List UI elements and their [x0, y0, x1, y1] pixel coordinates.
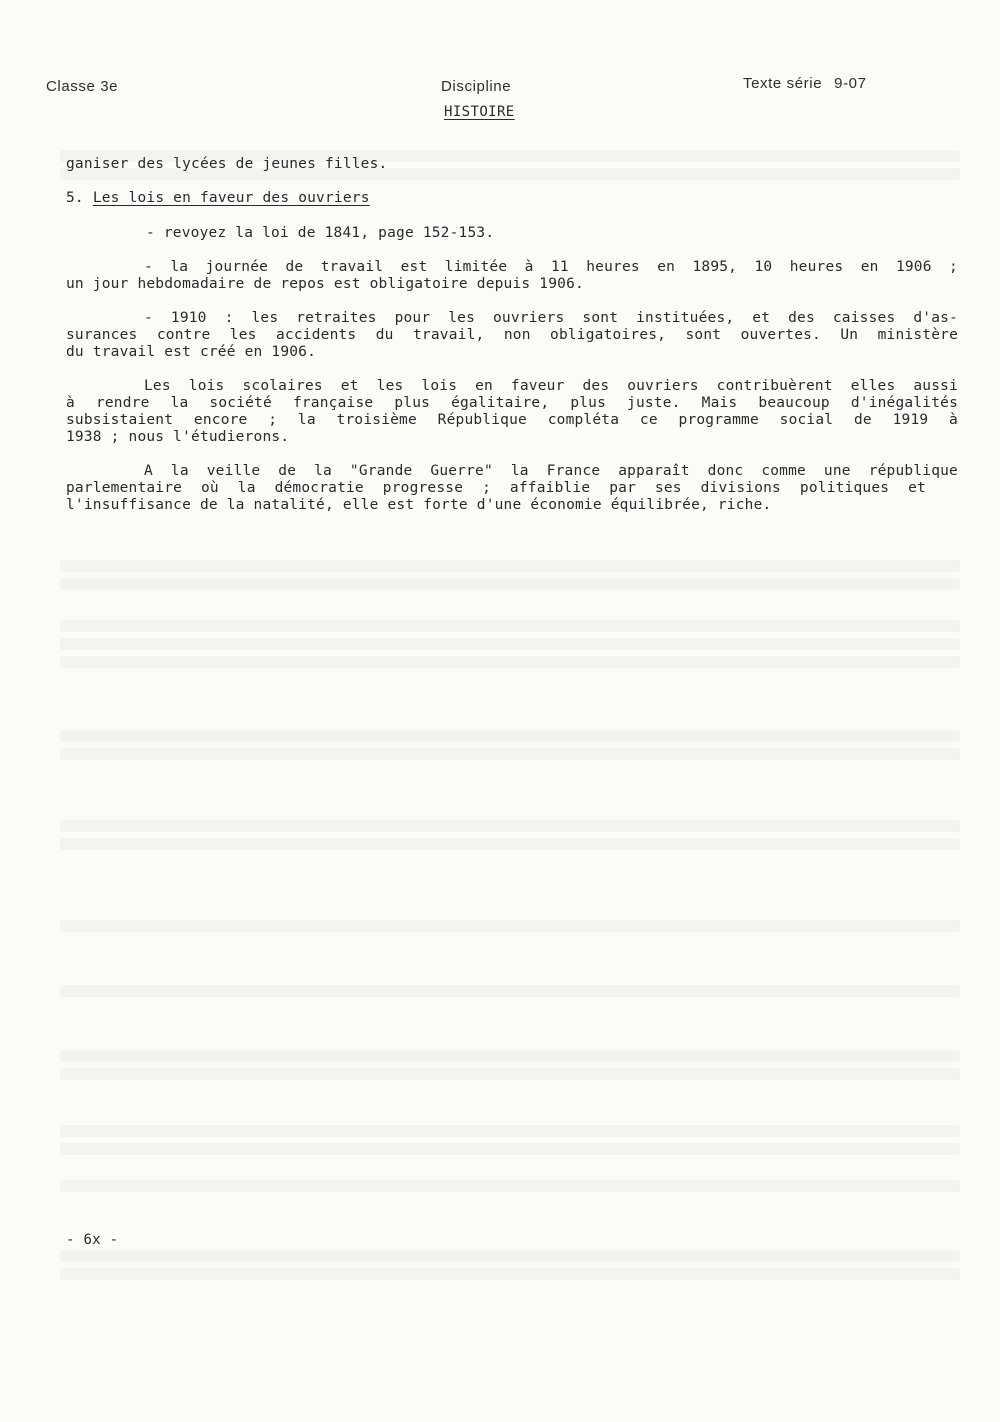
paragraph-line: Les lois scolaires et les lois en faveur des ouvriers contribuèrent elles aussi	[144, 378, 958, 394]
bullet-line: surances contre les accidents du travail, non obligatoires, sont ouvertes. Un ministère	[66, 327, 958, 343]
class-label: Classe 3e	[46, 78, 119, 95]
section-heading	[66, 190, 958, 207]
paragraph-line: A la veille de la "Grande Guerre" la France apparaît donc comme une république	[144, 463, 958, 479]
section-number: 5.	[66, 190, 84, 206]
paragraph-line: l'insuffisance de la natalité, elle est forte d'une économie équilibrée, riche.	[66, 497, 772, 513]
discipline-label: Discipline	[441, 78, 512, 95]
text-series-label: Texte série	[743, 75, 823, 92]
series-number: 9-07	[834, 75, 867, 92]
subject-title: HISTOIRE	[444, 104, 515, 120]
paragraph-line: subsistaient encore ; la troisième République compléta ce programme social de 1919 à	[66, 412, 958, 428]
bullet-line: un jour hebdomadaire de repos est obligatoire depuis 1906.	[66, 276, 584, 292]
section-title: Les lois en faveur des ouvriers	[92, 190, 370, 206]
bullet-line: du travail est créé en 1906.	[66, 344, 317, 360]
paragraph-line: parlementaire où la démocratie progresse ; affaiblie par ses divisions politiques et	[66, 480, 926, 496]
paragraph-line: à rendre la société française plus égalitaire, plus juste. Mais beaucoup d'inégalités	[66, 395, 958, 411]
bullet-line: - la journée de travail est limitée à 11 heures en 1895, 10 heures en 1906 ;	[144, 259, 958, 275]
paragraph-line: 1938 ; nous l'étudierons.	[66, 429, 290, 445]
bullet-review-law: - revoyez la loi de 1841, page 152-153.	[146, 225, 495, 241]
page-number: - 6x -	[66, 1232, 119, 1248]
continuation-line: ganiser des lycées de jeunes filles.	[66, 156, 388, 172]
bullet-line: - 1910 : les retraites pour les ouvriers sont instituées, et des caisses d'as-	[144, 310, 958, 326]
text-series-header	[743, 75, 867, 92]
